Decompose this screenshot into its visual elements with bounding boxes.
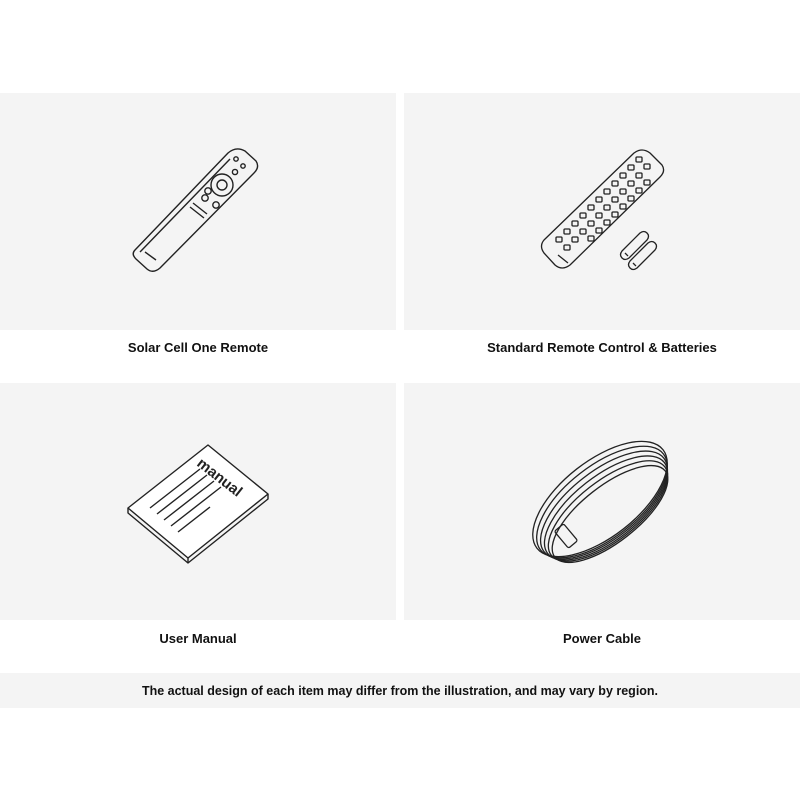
item-label: Power Cable xyxy=(562,631,642,646)
manual-cover-text: manual xyxy=(193,454,246,501)
solar-remote-icon xyxy=(0,93,396,330)
item-card-solar-remote xyxy=(0,93,396,330)
item-label: Solar Cell One Remote xyxy=(127,340,269,355)
item-card-power-cable xyxy=(404,383,800,620)
item-card-user-manual xyxy=(0,383,396,620)
power-cable-icon xyxy=(404,383,800,620)
manual-icon xyxy=(0,383,396,620)
item-card-standard-remote xyxy=(404,93,800,330)
item-label: Standard Remote Control & Batteries xyxy=(487,340,717,355)
item-label: User Manual xyxy=(159,631,237,646)
disclaimer-text: The actual design of each item may differ from the illustration, and may vary by region. xyxy=(0,673,800,708)
standard-remote-icon xyxy=(404,93,800,330)
